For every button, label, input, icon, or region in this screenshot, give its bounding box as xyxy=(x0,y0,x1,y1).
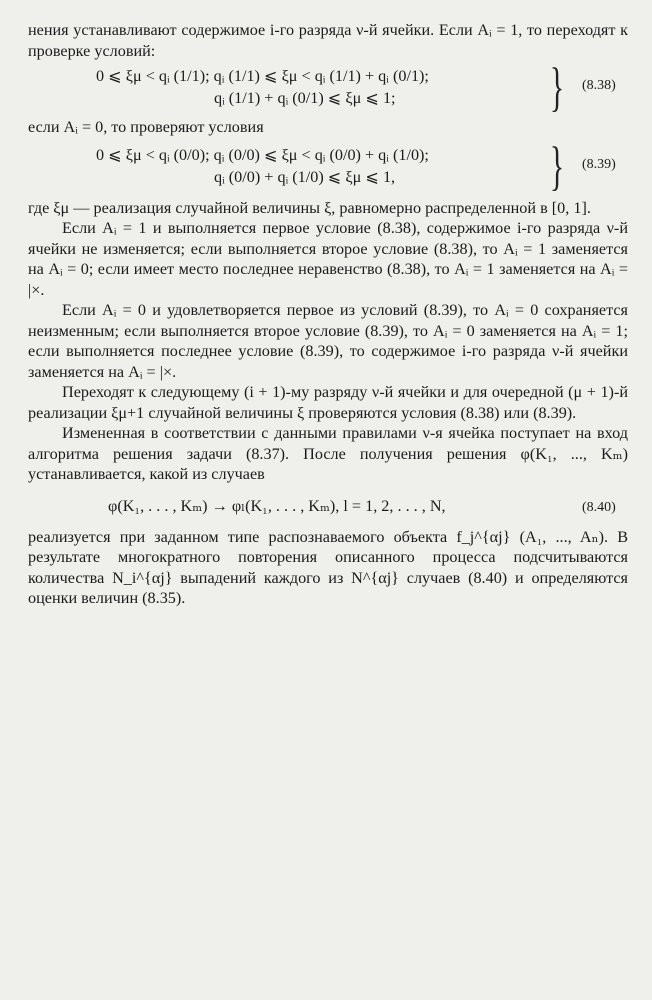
equation-8-40 xyxy=(28,488,628,524)
paragraph-3: где ξμ — реализация случайной величины ξ, равномерно распределенной в [0, 1]. xyxy=(28,198,591,217)
right-brace: } xyxy=(549,57,565,117)
equation-number-8-40: (8.40) xyxy=(582,499,616,515)
paragraph-5: Если Aᵢ = 0 и удовлетворяется первое из условий (8.39), то Aᵢ = 0 сохраняется неизменным; если выполняется второе условие (8.39), то Aᵢ = 0 заменяется на Aᵢ = 1; если выполняется последнее условие (8.39), то содержимое i-го разряда ν-й ячейки заменяется на Aᵢ = |×. xyxy=(28,301,628,381)
paragraph-6: Переходят к следующему (i + 1)-му разряду ν-й ячейки и для очередной (μ + 1)-й реализации ξμ+1 случайной величины ξ проверяются условия (8.38) или (8.39). xyxy=(28,383,628,422)
equation-8-38 xyxy=(28,57,628,117)
paragraph-4: Если Aᵢ = 1 и выполняется первое условие (8.38), содержимое i-го разряда ν-й ячейки не изменяется; если выполняется второе условие (8.38), то Aᵢ = 1 заменяется на Aᵢ = 0; если имеет место последнее неравенство (8.38), то Aᵢ = 1 заменяется на Aᵢ = |×. xyxy=(28,219,628,299)
paragraph-7: Измененная в соответствии с данными правилами ν-я ячейка поступает на вход алгоритма решения задачи (8.37). После получения решения φ(K₁, ..., Kₘ) устанавливается, какой из случаев xyxy=(28,424,628,483)
right-brace: } xyxy=(549,135,565,196)
equation-8-40-body: φ(K₁, . . . , Kₘ) → φₗ(K₁, . . . , Kₘ), l = 1, 2, . . . , N, xyxy=(108,496,446,515)
equation-8-39 xyxy=(28,135,628,196)
equation-number-8-38: (8.38) xyxy=(582,78,616,93)
paragraph-2: если Aᵢ = 0, то проверяют условия xyxy=(28,118,264,136)
equation-8-38-line-1: 0 ⩽ ξμ < qᵢ (1/1); qᵢ (1/1) ⩽ ξμ < qᵢ (1/1) + qᵢ (0/1); xyxy=(96,67,429,85)
equation-8-39-line-1: 0 ⩽ ξμ < qᵢ (0/0); qᵢ (0/0) ⩽ ξμ < qᵢ (0/0) + qᵢ (1/0); xyxy=(96,145,429,164)
equation-8-38-line-2: qᵢ (1/1) + qᵢ (0/1) ⩽ ξμ ⩽ 1; xyxy=(214,89,396,107)
equation-number-8-39: (8.39) xyxy=(582,156,616,172)
text-column xyxy=(28,20,628,609)
paragraph-1: нения устанавливают содержимое i-го разряда ν-й ячейки. Если Aᵢ = 1, то переходят к проверке условий: xyxy=(28,21,628,60)
equation-8-39-line-2: qᵢ (0/0) + qᵢ (1/0) ⩽ ξμ ⩽ 1, xyxy=(214,167,396,186)
paragraph-8: реализуется при заданном типе распознаваемого объекта f_j^{αj} (A₁, ..., Aₙ). В результате многократного повторения описанного процесса подсчитываются количества N_i^{αj} выпадений каждого из N^{αj} случаев (8.40) и определяются оценки величин (8.35). xyxy=(28,527,628,607)
